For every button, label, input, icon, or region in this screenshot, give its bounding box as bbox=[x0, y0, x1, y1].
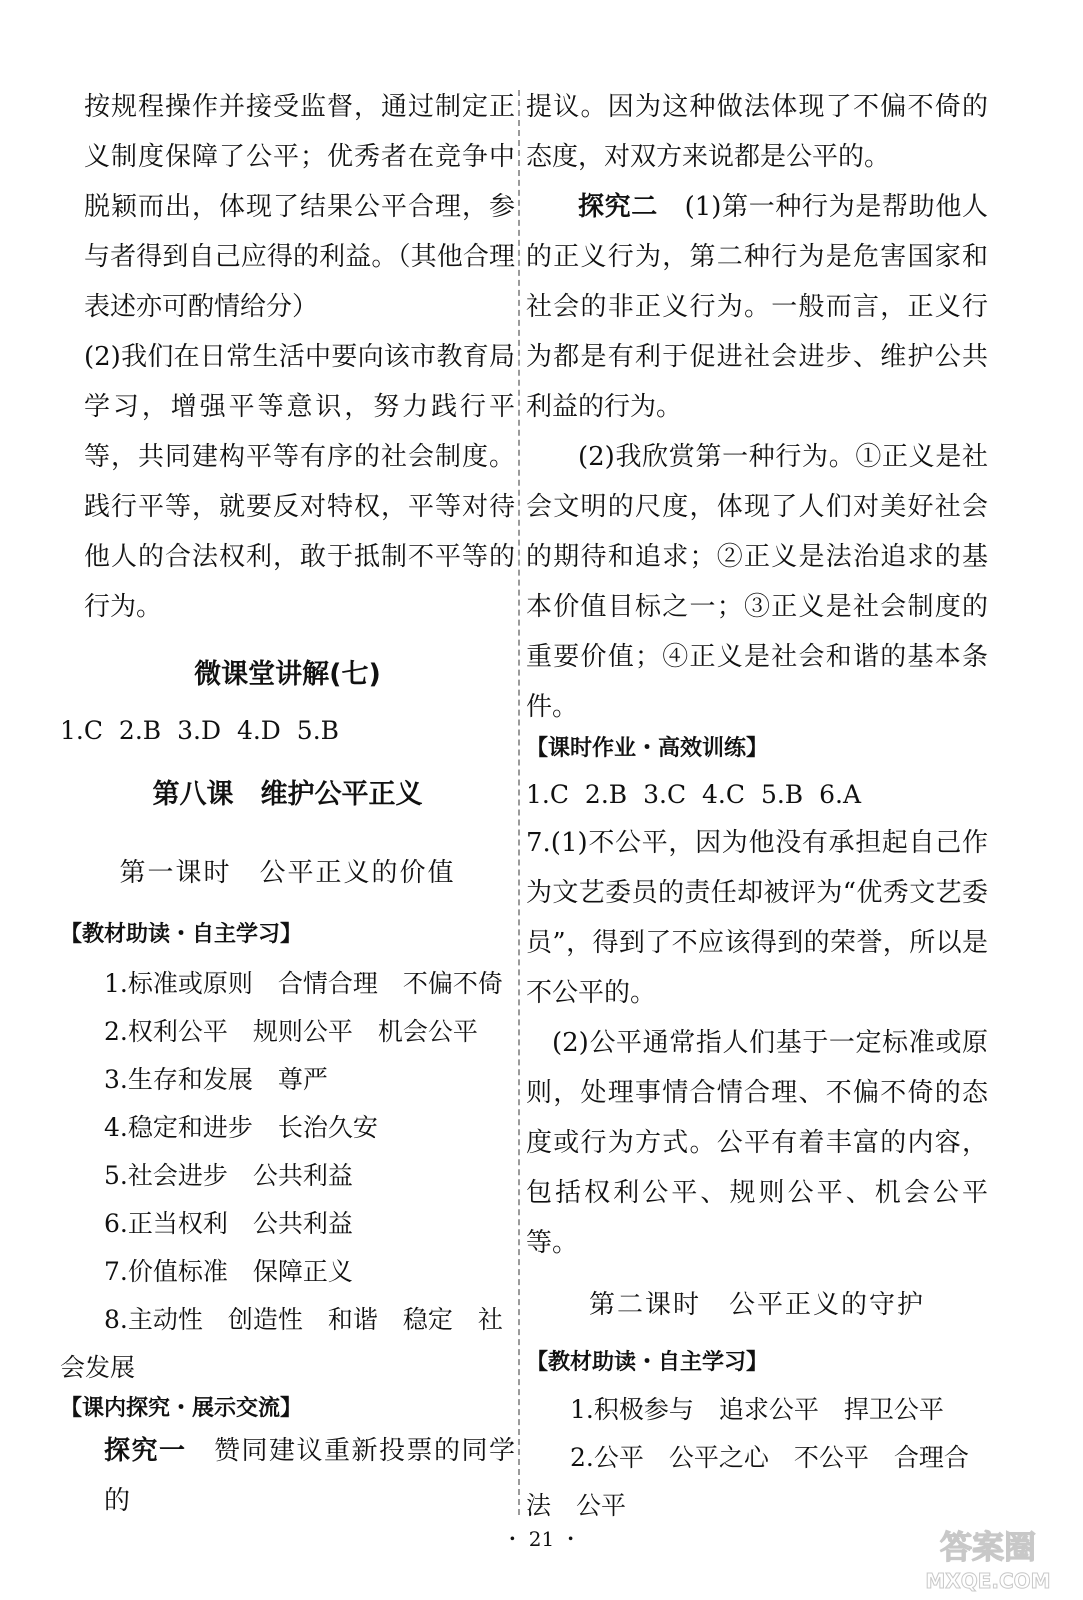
list-item: 2.公平 公平之心 不公平 合理合 bbox=[570, 1443, 969, 1472]
homework-answers: 1.C 2.B 3.C 4.C 5.B 6.A bbox=[526, 780, 862, 809]
exploration-2 bbox=[526, 182, 988, 432]
list-item: 8.主动性 创造性 和谐 稳定 社 bbox=[104, 1305, 503, 1334]
left-column bbox=[60, 82, 515, 1526]
left-paragraph-1: 按规程操作并接受监督，通过制定正义制度保障了公平；优秀者在竞争中脱颖而出，体现了结果公平合理，参与者得到自己应得的利益。（其他合理表述亦可酌情给分） bbox=[84, 92, 515, 322]
exploration-2-label: 探究二 bbox=[578, 192, 658, 222]
list-item-continuation: 会发展 bbox=[60, 1353, 136, 1382]
right-column bbox=[526, 82, 988, 1530]
exploration-2-text: (1)第一种行为是帮助他人的正义行为，第二种行为是危害国家和社会的非正义行为。一般而言，正义行为都是有利于促进社会进步、维护公共利益的行为。 bbox=[526, 192, 988, 422]
column-divider bbox=[518, 90, 520, 1515]
section-header-textbook-reading: 【教材助读・自主学习】 bbox=[60, 922, 303, 947]
list-item: 6.正当权利 公共利益 bbox=[104, 1209, 353, 1238]
exploration-1 bbox=[60, 1426, 515, 1526]
left-paragraph-2: (2)我们在日常生活中要向该市教育局学习，增强平等意识，努力践行平等，共同建构平等有序的社会制度。践行平等，就要反对特权，平等对待他人的合法权利，敢于抵制不平等的行为。 bbox=[84, 342, 515, 622]
exploration-1-label: 探究一 bbox=[104, 1436, 187, 1466]
micro-lesson-title: 微课堂讲解(七) bbox=[194, 659, 381, 690]
right-paragraph-3: (2)我欣赏第一种行为。①正义是社会文明的尺度，体现了人们对美好社会的期待和追求；②正义是法治追求的基本价值目标之一；③正义是社会制度的重要价值；④正义是社会和谐的基本条件。 bbox=[526, 442, 988, 722]
micro-lesson-answers: 1.C 2.B 3.D 4.D 5.B bbox=[60, 716, 340, 745]
right-paragraph-1: 提议。因为这种做法体现了不偏不倚的态度，对双方来说都是公平的。 bbox=[526, 92, 988, 172]
list-item: 5.社会进步 公共利益 bbox=[104, 1161, 353, 1190]
list-item: 3.生存和发展 尊严 bbox=[104, 1065, 328, 1094]
list-item-continuation: 法 公平 bbox=[526, 1491, 627, 1520]
watermark-logo bbox=[913, 1522, 1063, 1594]
list-item: 2.权利公平 规则公平 机会公平 bbox=[104, 1017, 478, 1046]
section-header-textbook-reading-2: 【教材助读・自主学习】 bbox=[526, 1350, 769, 1375]
page-number: ・ 21 ・ bbox=[502, 1527, 581, 1551]
exploration-1-text: 赞同建议重新投票的同学的 bbox=[104, 1436, 515, 1516]
watermark-top-text: 答案圈 bbox=[939, 1528, 1037, 1566]
section-header-class-exploration: 【课内探究・展示交流】 bbox=[60, 1396, 303, 1421]
list-item: 7.价值标准 保障正义 bbox=[104, 1257, 353, 1286]
watermark-bottom-text: MXQE.COM bbox=[925, 1569, 1051, 1593]
list-item: 1.标准或原则 合情合理 不偏不倚 bbox=[104, 969, 503, 998]
lesson-title: 第八课 维护公平正义 bbox=[152, 779, 423, 810]
list-item: 4.稳定和进步 长治久安 bbox=[104, 1113, 378, 1142]
list-item: 1.积极参与 追求公平 捍卫公平 bbox=[570, 1395, 944, 1424]
section-title-2: 第二课时 公平正义的守护 bbox=[588, 1290, 925, 1320]
section-header-homework: 【课时作业・高效训练】 bbox=[526, 736, 769, 761]
question-7-part-1: 7.(1)不公平，因为他没有承担起自己作为文艺委员的责任却被评为“优秀文艺委员”，得到了不应该得到的荣誉，所以是不公平的。 bbox=[526, 828, 988, 1008]
question-7-part-2: (2)公平通常指人们基于一定标准或原则，处理事情合情合理、不偏不倚的态度或行为方式。公平有着丰富的内容，包括权利公平、规则公平、机会公平等。 bbox=[526, 1028, 988, 1258]
section-title-1: 第一课时 公平正义的价值 bbox=[119, 858, 456, 888]
